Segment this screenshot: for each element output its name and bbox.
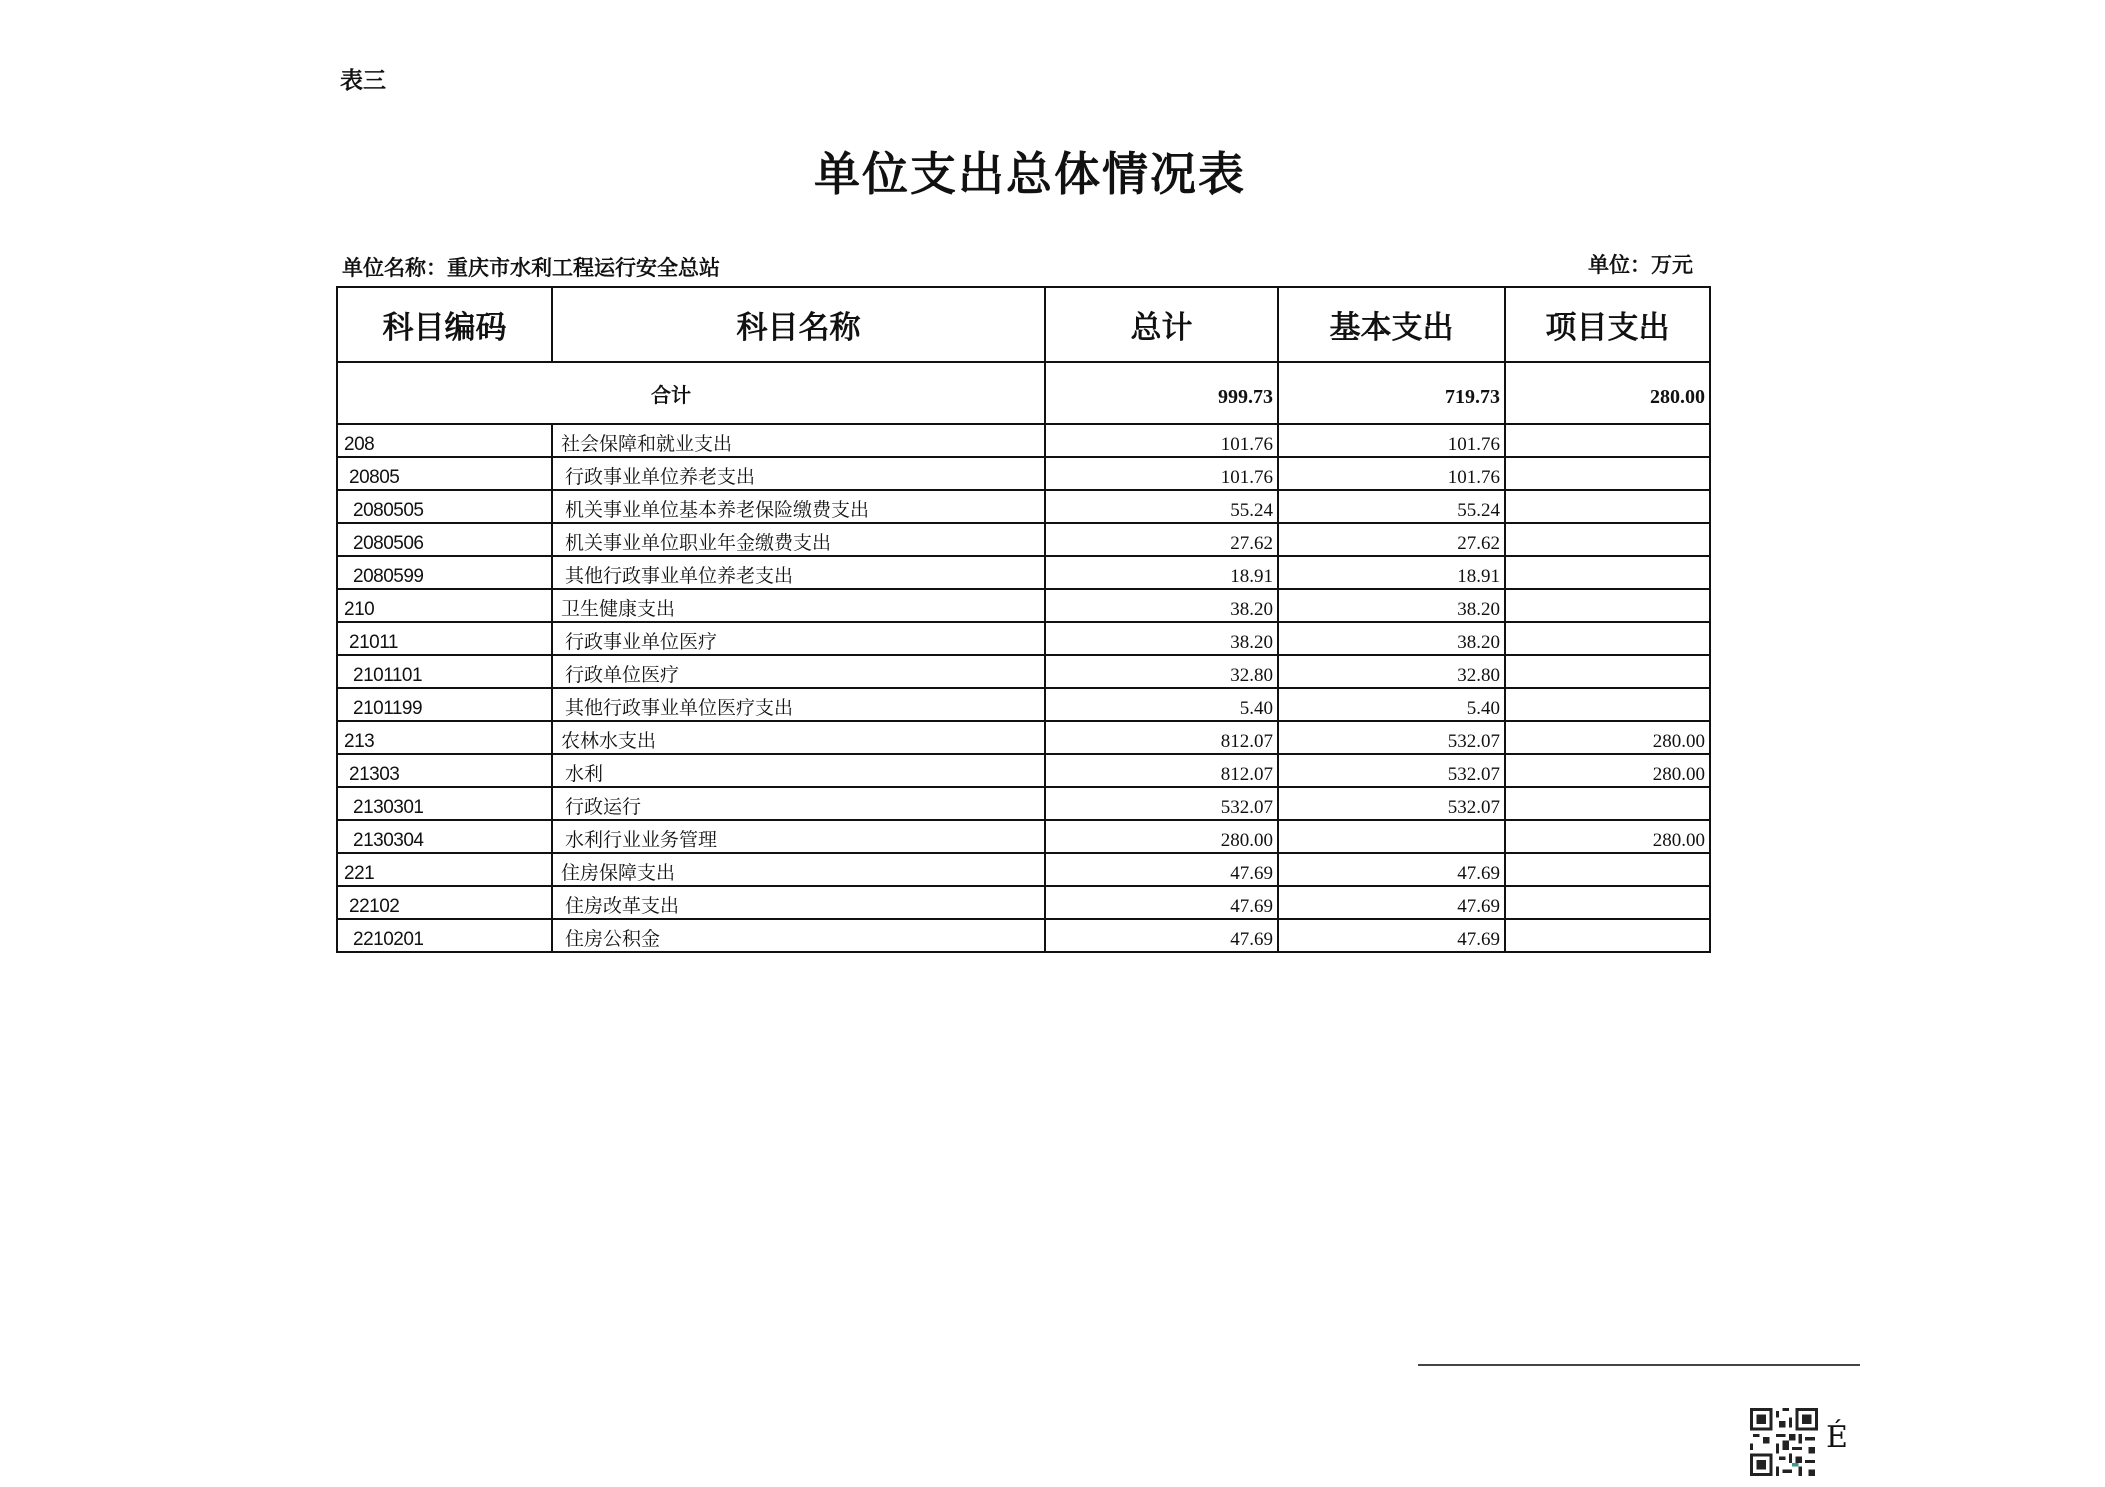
expenditure-table [336,286,1711,953]
header-project: 项目支出 [1505,287,1710,362]
table-row [337,622,1710,655]
cell-basic: 38.20 [1278,622,1505,655]
cell-project [1505,787,1710,820]
cell-total: 18.91 [1045,556,1278,589]
cell-project [1505,853,1710,886]
total-basic: 719.73 [1278,362,1505,424]
cell-code: 2130301 [337,787,552,820]
table-row [337,754,1710,787]
cell-code: 2210201 [337,919,552,952]
cell-total: 812.07 [1045,721,1278,754]
cell-name: 水利行业业务管理 [552,820,1045,853]
cell-basic: 101.76 [1278,457,1505,490]
cell-total: 280.00 [1045,820,1278,853]
cell-code: 2130304 [337,820,552,853]
cell-name: 住房公积金 [552,919,1045,952]
cell-basic: 47.69 [1278,886,1505,919]
table-row [337,919,1710,952]
cell-basic: 47.69 [1278,919,1505,952]
cell-total: 101.76 [1045,424,1278,457]
cell-name: 行政事业单位养老支出 [552,457,1045,490]
cell-project [1505,655,1710,688]
cell-project: 280.00 [1505,754,1710,787]
cell-basic: 101.76 [1278,424,1505,457]
table-row [337,787,1710,820]
header-basic: 基本支出 [1278,287,1505,362]
cell-project [1505,688,1710,721]
cell-code: 208 [337,424,552,457]
table-row [337,523,1710,556]
cell-project [1505,490,1710,523]
table-row [337,490,1710,523]
cell-total: 47.69 [1045,853,1278,886]
cell-code: 2101199 [337,688,552,721]
header-code: 科目编码 [337,287,552,362]
table-tag: 表三 [340,67,386,94]
cell-basic: 38.20 [1278,589,1505,622]
cell-project [1505,622,1710,655]
cell-basic [1278,820,1505,853]
cell-project: 280.00 [1505,820,1710,853]
cell-name: 机关事业单位基本养老保险缴费支出 [552,490,1045,523]
cell-name: 行政事业单位医疗 [552,622,1045,655]
corner-mark: É [1826,1420,1848,1455]
cell-total: 38.20 [1045,622,1278,655]
table-row [337,688,1710,721]
cell-basic: 55.24 [1278,490,1505,523]
total-label: 合计 [337,362,1045,424]
cell-total: 55.24 [1045,490,1278,523]
table-row [337,424,1710,457]
cell-total: 812.07 [1045,754,1278,787]
cell-code: 22102 [337,886,552,919]
cell-code: 2101101 [337,655,552,688]
cell-total: 532.07 [1045,787,1278,820]
cell-name: 农林水支出 [552,721,1045,754]
cell-total: 27.62 [1045,523,1278,556]
total-sum: 999.73 [1045,362,1278,424]
cell-project [1505,589,1710,622]
cell-total: 32.80 [1045,655,1278,688]
cell-code: 2080505 [337,490,552,523]
cell-project: 280.00 [1505,721,1710,754]
cell-name: 其他行政事业单位医疗支出 [552,688,1045,721]
cell-code: 213 [337,721,552,754]
table-header-row [337,287,1710,362]
cell-name: 社会保障和就业支出 [552,424,1045,457]
total-project: 280.00 [1505,362,1710,424]
header-total: 总计 [1045,287,1278,362]
table-row [337,820,1710,853]
cell-project [1505,919,1710,952]
cell-project [1505,523,1710,556]
header-name: 科目名称 [552,287,1045,362]
cell-total: 5.40 [1045,688,1278,721]
table-row [337,556,1710,589]
cell-name: 住房改革支出 [552,886,1045,919]
cell-basic: 532.07 [1278,721,1505,754]
cell-code: 2080599 [337,556,552,589]
total-row [337,362,1710,424]
cell-total: 101.76 [1045,457,1278,490]
qr-code-icon [1750,1408,1818,1476]
cell-project [1505,556,1710,589]
table-row [337,655,1710,688]
cell-basic: 27.62 [1278,523,1505,556]
cell-basic: 532.07 [1278,787,1505,820]
cell-total: 47.69 [1045,919,1278,952]
cell-project [1505,457,1710,490]
table-row [337,721,1710,754]
cell-name: 机关事业单位职业年金缴费支出 [552,523,1045,556]
table-row [337,457,1710,490]
cell-basic: 32.80 [1278,655,1505,688]
cell-basic: 5.40 [1278,688,1505,721]
cell-project [1505,424,1710,457]
page-title: 单位支出总体情况表 [814,147,1246,201]
cell-name: 水利 [552,754,1045,787]
cell-code: 221 [337,853,552,886]
cell-name: 卫生健康支出 [552,589,1045,622]
cell-name: 行政运行 [552,787,1045,820]
cell-code: 20805 [337,457,552,490]
cell-name: 其他行政事业单位养老支出 [552,556,1045,589]
cell-name: 行政单位医疗 [552,655,1045,688]
unit-label: 单位：万元 [1588,252,1693,277]
cell-total: 47.69 [1045,886,1278,919]
table-row [337,853,1710,886]
cell-basic: 532.07 [1278,754,1505,787]
cell-code: 2080506 [337,523,552,556]
cell-basic: 47.69 [1278,853,1505,886]
cell-project [1505,886,1710,919]
table-row [337,589,1710,622]
cell-name: 住房保障支出 [552,853,1045,886]
cell-total: 38.20 [1045,589,1278,622]
unit-name: 单位名称：重庆市水利工程运行安全总站 [342,255,720,280]
signature-line [1418,1364,1860,1366]
cell-code: 210 [337,589,552,622]
table-row [337,886,1710,919]
cell-code: 21303 [337,754,552,787]
cell-code: 21011 [337,622,552,655]
cell-basic: 18.91 [1278,556,1505,589]
